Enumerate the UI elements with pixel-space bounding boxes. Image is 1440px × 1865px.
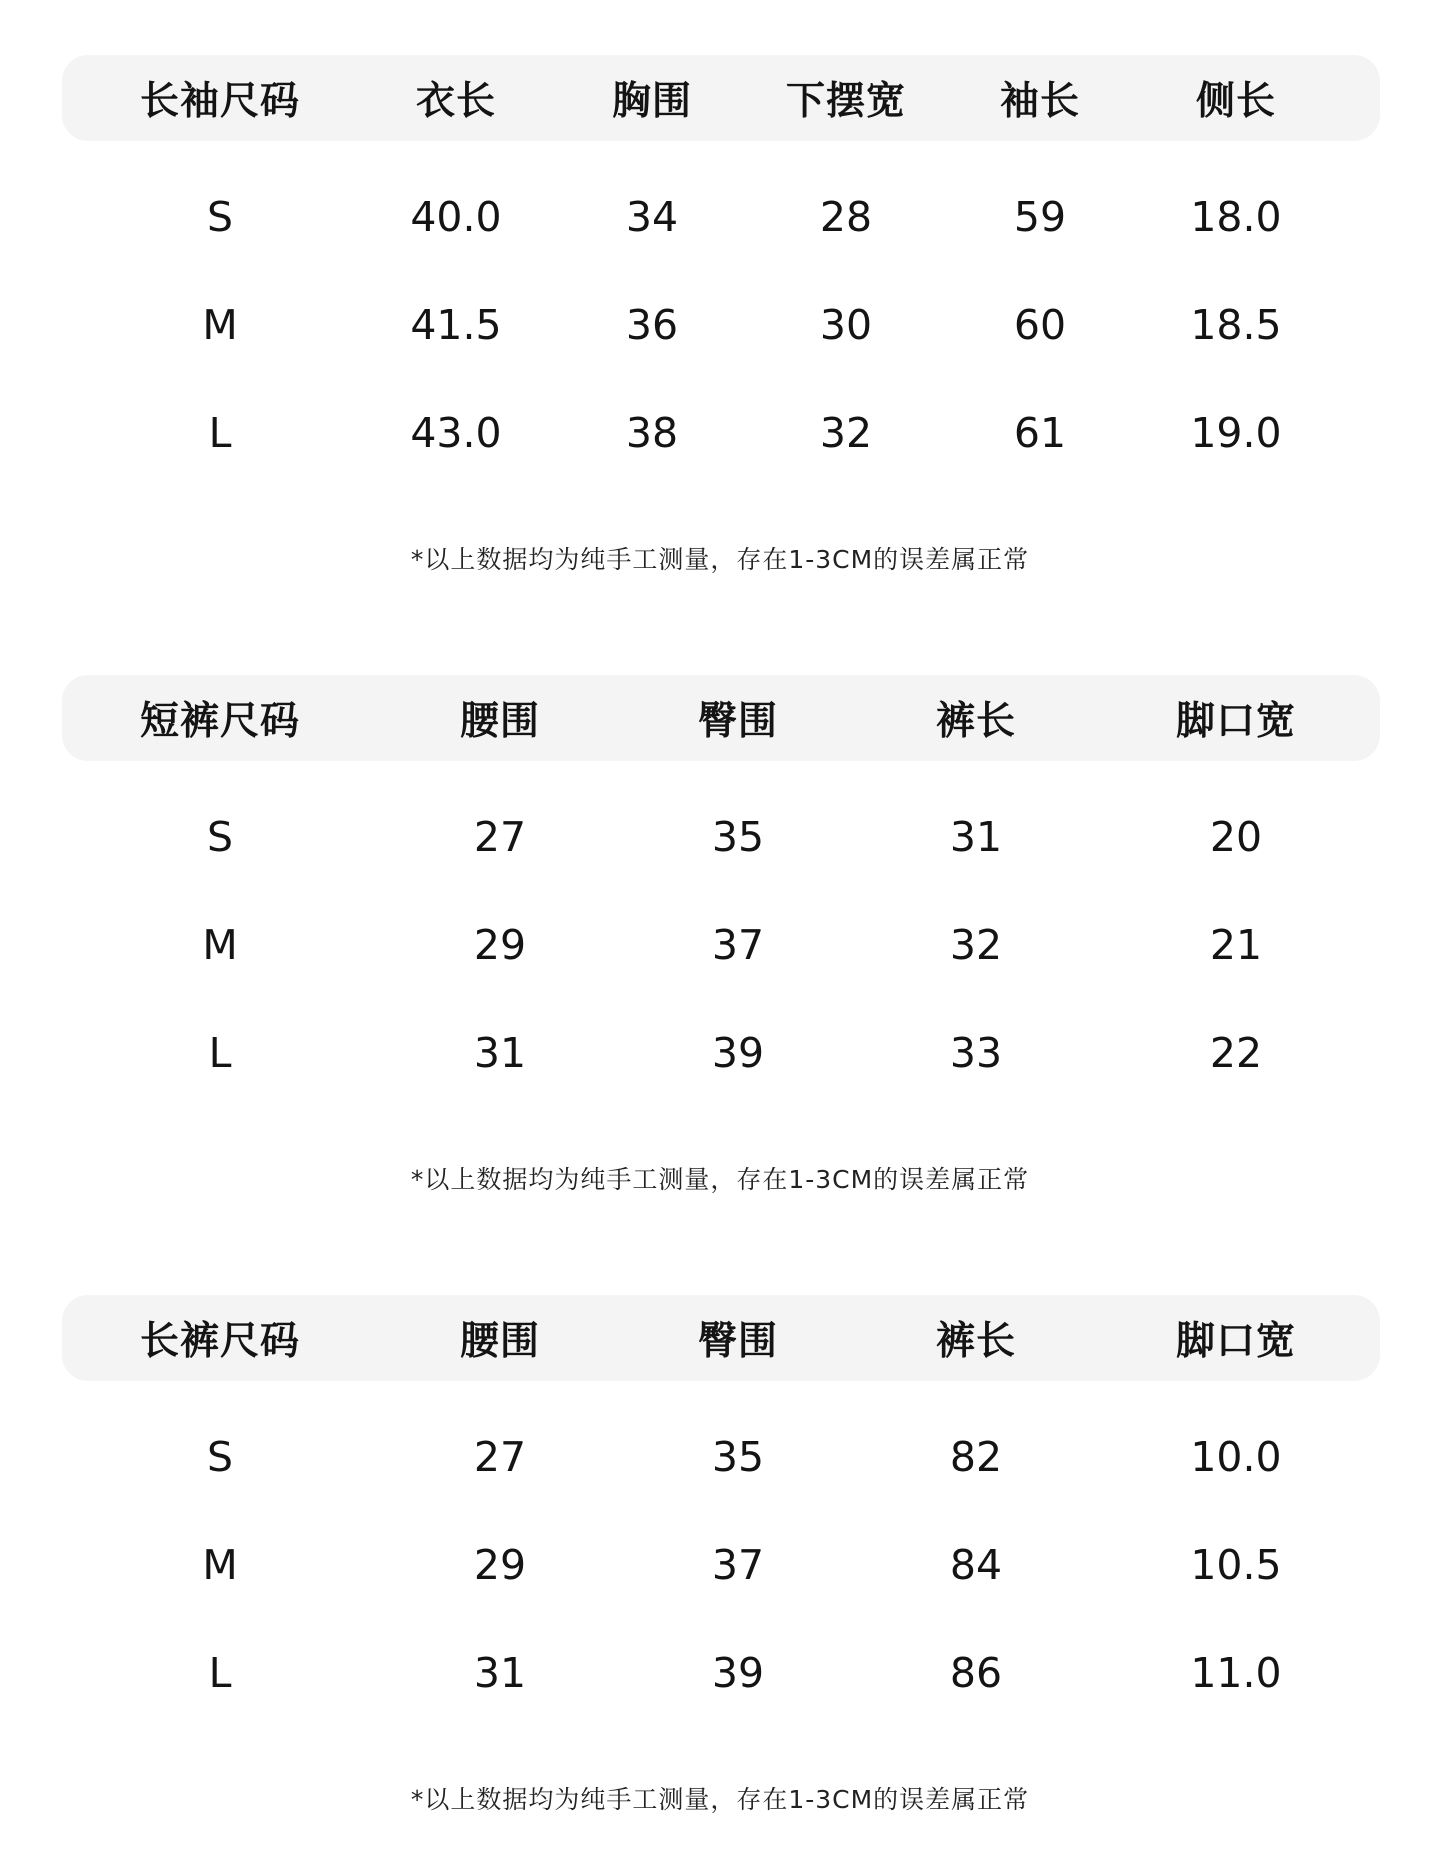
table-cell: 31 — [949, 813, 1003, 861]
table-cell: 35 — [711, 1433, 765, 1481]
table-row — [62, 999, 1380, 1107]
table-cell: S — [206, 1433, 234, 1481]
table-cell: 37 — [711, 1541, 765, 1589]
table-row — [62, 1403, 1380, 1511]
table-row — [62, 271, 1380, 379]
header-cell-hip: 臀围 — [697, 1319, 778, 1364]
header-cell-size: 长裤尺码 — [139, 1319, 300, 1364]
table-cell: 33 — [949, 1029, 1003, 1077]
table-cell: 82 — [949, 1433, 1003, 1481]
table-cell: 10.0 — [1190, 1433, 1282, 1481]
header-cell-pants-length: 裤长 — [935, 699, 1016, 744]
header-cell-waist: 腰围 — [459, 699, 540, 744]
table-cell: 31 — [473, 1029, 527, 1077]
table-header — [62, 675, 1380, 761]
header-cell-size: 短裤尺码 — [139, 699, 300, 744]
shorts-size-table — [62, 675, 1380, 1107]
table-cell: S — [206, 193, 234, 241]
header-cell-size: 长袖尺码 — [139, 79, 300, 124]
table-cell: 31 — [473, 1649, 527, 1697]
table-cell: 60 — [1013, 301, 1067, 349]
table-cell: 39 — [711, 1649, 765, 1697]
table-cell: 38 — [625, 409, 679, 457]
table-cell: 22 — [1209, 1029, 1263, 1077]
header-cell-sleeve-length: 袖长 — [999, 79, 1080, 124]
table-cell: L — [208, 1029, 232, 1077]
table-cell: 19.0 — [1190, 409, 1282, 457]
table-cell: 29 — [473, 1541, 527, 1589]
measurement-note: *以上数据均为纯手工测量，存在1-3CM的误差属正常 — [410, 545, 1030, 574]
table-header — [62, 55, 1380, 141]
table-cell: 27 — [473, 813, 527, 861]
table-cell: 35 — [711, 813, 765, 861]
table-cell: 27 — [473, 1433, 527, 1481]
table-cell: 11.0 — [1190, 1649, 1282, 1697]
table-cell: 20 — [1209, 813, 1263, 861]
table-cell: 34 — [625, 193, 679, 241]
table-row — [62, 1619, 1380, 1727]
header-cell-chest: 胸围 — [611, 79, 692, 124]
header-cell-side-length: 侧长 — [1195, 79, 1276, 124]
header-cell-hip: 臀围 — [697, 699, 778, 744]
header-cell-leg-opening: 脚口宽 — [1175, 1319, 1296, 1364]
header-cell-pants-length: 裤长 — [935, 1319, 1016, 1364]
measurement-note: *以上数据均为纯手工测量，存在1-3CM的误差属正常 — [410, 1785, 1030, 1814]
long-sleeve-size-table — [62, 55, 1380, 487]
table-header — [62, 1295, 1380, 1381]
table-row — [62, 1511, 1380, 1619]
measurement-note: *以上数据均为纯手工测量，存在1-3CM的误差属正常 — [410, 1165, 1030, 1194]
table-cell: L — [208, 409, 232, 457]
header-cell-length: 衣长 — [415, 79, 496, 124]
table-cell: S — [206, 813, 234, 861]
table-cell: 59 — [1013, 193, 1067, 241]
table-cell: 40.0 — [410, 193, 502, 241]
table-row — [62, 163, 1380, 271]
header-cell-hem-width: 下摆宽 — [785, 79, 906, 124]
table-row — [62, 379, 1380, 487]
table-cell: L — [208, 1649, 232, 1697]
table-row — [62, 783, 1380, 891]
table-row — [62, 891, 1380, 999]
table-cell: 86 — [949, 1649, 1003, 1697]
table-cell: 32 — [819, 409, 873, 457]
table-cell: 43.0 — [410, 409, 502, 457]
table-cell: M — [202, 1541, 238, 1589]
table-cell: 29 — [473, 921, 527, 969]
header-cell-waist: 腰围 — [459, 1319, 540, 1364]
table-cell: 28 — [819, 193, 873, 241]
table-cell: 32 — [949, 921, 1003, 969]
table-cell: 39 — [711, 1029, 765, 1077]
table-cell: 18.0 — [1190, 193, 1282, 241]
table-cell: 30 — [819, 301, 873, 349]
table-cell: 84 — [949, 1541, 1003, 1589]
table-cell: 41.5 — [410, 301, 502, 349]
header-cell-leg-opening: 脚口宽 — [1175, 699, 1296, 744]
table-cell: 21 — [1209, 921, 1263, 969]
table-cell: M — [202, 921, 238, 969]
table-cell: 18.5 — [1190, 301, 1282, 349]
table-cell: 10.5 — [1190, 1541, 1282, 1589]
table-cell: M — [202, 301, 238, 349]
trousers-size-table — [62, 1295, 1380, 1727]
table-cell: 37 — [711, 921, 765, 969]
table-cell: 36 — [625, 301, 679, 349]
table-cell: 61 — [1013, 409, 1067, 457]
